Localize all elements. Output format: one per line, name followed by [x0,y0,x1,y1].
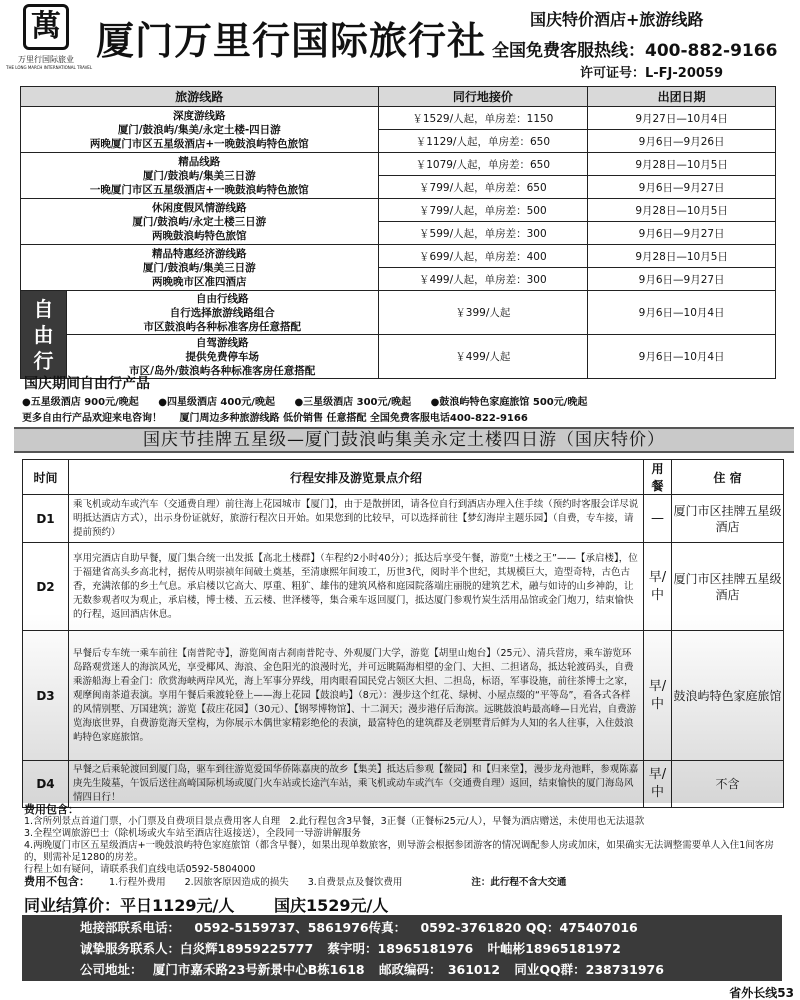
route-description [21,199,379,245]
logo-chinese-text: 万里行国际旅业 [18,55,74,64]
route-itinerary: 厦门/鼓浪屿/集美三日游 [142,169,256,182]
transport-note: 注：此行程不含大交通 [471,877,567,888]
route-hotel: 市区/岛外/鼓浪屿各种标准客房任意搭配 [129,364,316,377]
hotel-price-item: ●五星级酒店 900元/晚起 [22,397,139,408]
contact-person: 诚挚服务联系人：白炎辉18959225777 [80,941,314,956]
route-date: 9月28日—10月5日 [588,245,776,268]
route-price: ￥799/人起，单房差：500 [378,199,588,222]
column-header-time: 时间 [23,460,69,495]
contact-row [80,959,782,980]
routes-header-row [21,87,776,107]
day-description: 享用完酒店自助早餐，厦门集合统一出发抵【高北土楼群】（车程约2小时40分）；抵达后享受午餐，游览“土楼之王”——【承启楼】，位于福建省高头乡高北村，据传从明崇祯年间破土奠基，至清康熙年间竣工，历世3代，阅时半个世纪，其规模巨大，造型奇特，古色古香，充满浓郁的乡土气息。承启楼以它高大、厚重、粗犷、雄伟的建筑风格和庭园院落端庄丽脱的建筑艺术，融与如诗的山乡神韵，让无数参观者叹为观止，承启楼，博士楼、五云楼、世泽楼等，集合乘车返回厦门，抵达厦门参观竹炭生活用品馆或金门炮刀，结束愉快的行程，返回酒店休息。 [69,543,644,631]
route-row [21,291,776,335]
itinerary-table [22,459,784,808]
itinerary-day-row [23,761,784,808]
fee-excluded-item: 2.因旅客原因造成的损失 [184,877,289,888]
route-hotel: 一晚厦门市区五星级酒店+一晚鼓浪屿特色旅馆 [89,183,309,196]
day-lodging: 鼓浪屿特色家庭旅馆 [672,631,784,761]
day-description: 早餐之后乘轮渡回到厦门岛，驱车到往游览爱国华侨陈嘉庚的故乡【集美】抵达后参观【鳌园】和【归来堂】，漫步龙舟池畔，参观陈嘉庚先生陵墓，午饭后送往高崎国际机场或厦门火车站或长途汽车站，乘飞机或动车或汽车（交通费自理）返回，结束愉快的厦门海岛风情四日行！ [69,761,644,808]
day-description: 早餐后专车统一乘车前往【南普陀寺】，游览闽南古刹南普陀寺、外观厦门大学，游览【胡里山炮台】（25元）、清兵营房，乘车游览环岛路观赏迷人的海滨风光，享受椰风、海浪、金色阳光的浪漫时光，并可远眺隔海相望的金门、大担、二担诸岛，抵达轮渡码头，自费乘游船海上看金门：欣赏海峡两岸风光，海上军事分界线，用肉眼看国民党占领区大担、二担岛，标语，军事设施，前往茶博士之家，观摩闽南茶道表演。享用午餐后乘渡轮登上——海上花园【鼓浪屿】（8元）：漫步这个红花、绿树、小屋点缀的“平等岛”，看各式各样的风情别墅、万国建筑；游览【菽庄花园】（30元）、【钢琴博物馆】、十二洞天；漫步港仔后海滨。远眺鼓浪屿最高峰—日光岩，自费游览海底世界，自费游览海天堂构，为你展示木偶世家精彩绝伦的表演，最富特色的建筑群及老别墅背后鲜为人知的名人往事，入住鼓浪屿特色家庭旅馆。 [69,631,644,761]
address-label: 公司地址： [80,962,143,977]
itinerary-day-row [23,631,784,761]
fee-excluded-title: 费用不包含： [24,875,90,888]
route-title: 休闲度假风情游线路 [152,201,247,214]
logo-icon: 萬 [23,4,69,50]
fee-excluded-item: 1.行程外费用 [109,877,166,888]
route-title: 精品特惠经济游线路 [152,247,247,260]
route-price: ￥1079/人起，单房差：650 [378,153,588,176]
route-title: 自驾游线路 [195,336,249,349]
agency-name: 厦门万里行国际旅行社 [96,18,487,63]
day-meals: 早/中 [644,631,672,761]
route-price: ￥1529/人起，单房差：1150 [378,107,588,130]
route-description [21,245,379,291]
qq-group: 同业QQ群：238731976 [514,962,664,977]
day-meals: — [644,495,672,543]
logo-english-text: THE LONG MARCH INTERNATIONAL TRAVEL [6,65,93,70]
itinerary-day-row [23,543,784,631]
route-description [21,153,379,199]
fee-included-item: 3.全程空调旅游巴士（除机场或火车站至酒店往返接送），全段同一导游讲解服务 [24,828,361,839]
contact-phone: 0592-5159737、5861976传真： [194,920,407,935]
holiday-hotel-prices [22,393,782,408]
column-header-date: 出团日期 [588,87,776,107]
route-date: 9月27日—10月4日 [588,107,776,130]
column-header-schedule: 行程安排及游览景点介绍 [69,460,644,495]
address-value: 厦门市嘉禾路23号新景中心B栋1618 [152,962,365,977]
route-row [21,335,776,379]
route-row [21,107,776,130]
routes-table [20,86,776,379]
hotel-price-item: ●四星级酒店 400元/晚起 [158,397,275,408]
route-hotel: 市区鼓浪屿各种标准客房任意搭配 [143,320,301,333]
fee-included-item: 1.含所列景点首道门票，小门票及自费项目景点费用客人自理 2.此行程包含3早餐，3正餐（正餐标25元/人），早餐为酒店赠送，未使用也无法退款 [24,816,645,827]
fee-inquiry-line: 行程上如有疑问，请联系我们直线电话0592-5804000 [24,864,256,875]
route-hotel: 两晚鼓浪屿特色旅馆 [152,229,247,242]
contact-label: 地接部联系电话： [80,920,181,935]
day-lodging: 不含 [672,761,784,808]
hotline: 全国免费客服热线：400-882-9166 [492,41,778,61]
route-price: ￥599/人起，单房差：300 [378,222,588,245]
route-row [21,153,776,176]
route-date: 9月6日—10月4日 [588,335,776,379]
route-price: ￥399/人起 [378,291,588,335]
route-price: ￥699/人起，单房差：400 [378,245,588,268]
fee-section [24,804,784,889]
fee-excluded-row [24,876,784,889]
itinerary-header-row [23,460,784,495]
hotel-price-item: ●三星级酒店 300元/晚起 [294,397,412,408]
route-itinerary: 提供免费停车场 [185,350,259,363]
page-footer: 省外长线53 [729,986,794,1000]
route-description [21,107,379,153]
day-description: 乘飞机或动车或汽车（交通费自理）前往海上花园城市【厦门】，由于是散拼团，请各位自行到酒店办理入住手续（预约时客服会详尽说明抵达酒店方式），出示身份证就好，旅游行程次日开始。如果您到的比较早，可以选择前往【梦幻海岸主题乐园】（自费，专车接，请提前预约） [69,495,644,543]
day-meals: 早/中 [644,761,672,808]
route-date: 9月6日—10月4日 [588,291,776,335]
day-lodging: 厦门市区挂牌五星级酒店 [672,543,784,631]
route-itinerary: 厦门/鼓浪屿/集美三日游 [142,261,256,274]
itinerary-day-row [23,495,784,543]
itinerary-section [22,459,784,803]
route-title: 深度游线路 [173,109,226,122]
route-title: 精品线路 [178,155,221,168]
route-row [21,199,776,222]
page-header [0,0,800,82]
hotel-price-item: ●鼓浪屿特色家庭旅馆 500元/晚起 [430,397,588,408]
route-row [21,245,776,268]
settlement-prices [24,893,422,916]
agency-logo [6,4,93,78]
day-label: D1 [23,495,69,543]
route-price: ￥799/人起，单房差：650 [378,176,588,199]
postcode-label: 邮政编码： [378,962,442,977]
column-header-route: 旅游线路 [21,87,379,107]
fee-included-item: 4.两晚厦门市区五星级酒店+一晚鼓浪屿特色家庭旅馆（都含早餐），如果出现单数旅客，则导游会根据参团游客的情况调配参人房或加床，如果确实无法调整需要单人入住1间客房的，则需补足1280的房差。 [24,840,774,863]
self-guided-label: 自 由 行 [21,291,67,379]
route-date: 9月28日—10月5日 [588,199,776,222]
holiday-products-title: 国庆期间自由行产品 [24,376,150,392]
contact-fax-qq: 0592-3761820 QQ：475407016 [420,920,638,935]
tour-banner: 国庆节挂牌五星级—厦门鼓浪屿集美永定土楼四日游（国庆特价） [14,427,794,453]
contact-person: 蔡宇明：18965181976 [327,941,474,956]
day-label: D4 [23,761,69,808]
day-label: D3 [23,631,69,761]
column-header-lodging: 住 宿 [672,460,784,495]
holiday-more-info [22,409,542,424]
day-lodging: 厦门市区挂牌五星级酒店 [672,495,784,543]
route-date: 9月6日—9月27日 [588,268,776,291]
postcode-value: 361012 [447,962,501,977]
route-itinerary: 自行选择旅游线路组合 [169,306,275,319]
more-products-note: 更多自由行产品欢迎来电咨询！ [22,413,162,424]
contact-row [80,938,782,959]
route-hotel: 两晚晚市区准四酒店 [152,275,247,288]
route-description [66,335,378,379]
fee-excluded-item: 3.自费景点及餐饮费用 [307,877,403,888]
promo-headline: 国庆特价酒店+旅游线路 [530,10,704,29]
route-itinerary: 厦门/鼓浪屿/集美/永定土楼-四日游 [117,123,281,136]
route-hotel: 两晚厦门市区五星级酒店+一晚鼓浪屿特色旅馆 [89,137,309,150]
column-header-price: 同行地接价 [378,87,588,107]
route-price: ￥499/人起 [378,335,588,379]
contact-row [80,917,782,938]
route-itinerary: 厦门/鼓浪屿/永定土楼三日游 [132,215,267,228]
route-price: ￥1129/人起，单房差：650 [378,130,588,153]
fee-included-title: 费用包含： [24,803,79,816]
route-date: 9月6日—9月27日 [588,222,776,245]
nearby-routes-note: 厦门周边多种旅游线路 低价销售 任意搭配 全国免费客服电话400-822-9166 [179,413,528,424]
license-number: 许可证号：L-FJ-20059 [580,66,724,81]
route-date: 9月6日—9月26日 [588,130,776,153]
settlement-weekday-price: 同业结算价：平日1129元/人 [24,896,235,915]
day-meals: 早/中 [644,543,672,631]
route-date: 9月28日—10月5日 [588,153,776,176]
column-header-meals: 用 餐 [644,460,672,495]
contact-bar [22,915,782,981]
route-price: ￥499/人起，单房差：300 [378,268,588,291]
contact-person: 叶岫彬18965181972 [487,941,621,956]
route-date: 9月6日—9月27日 [588,176,776,199]
route-description [66,291,378,335]
route-title: 自由行线路 [195,292,249,305]
day-label: D2 [23,543,69,631]
settlement-holiday-price: 国庆1529元/人 [273,896,389,915]
